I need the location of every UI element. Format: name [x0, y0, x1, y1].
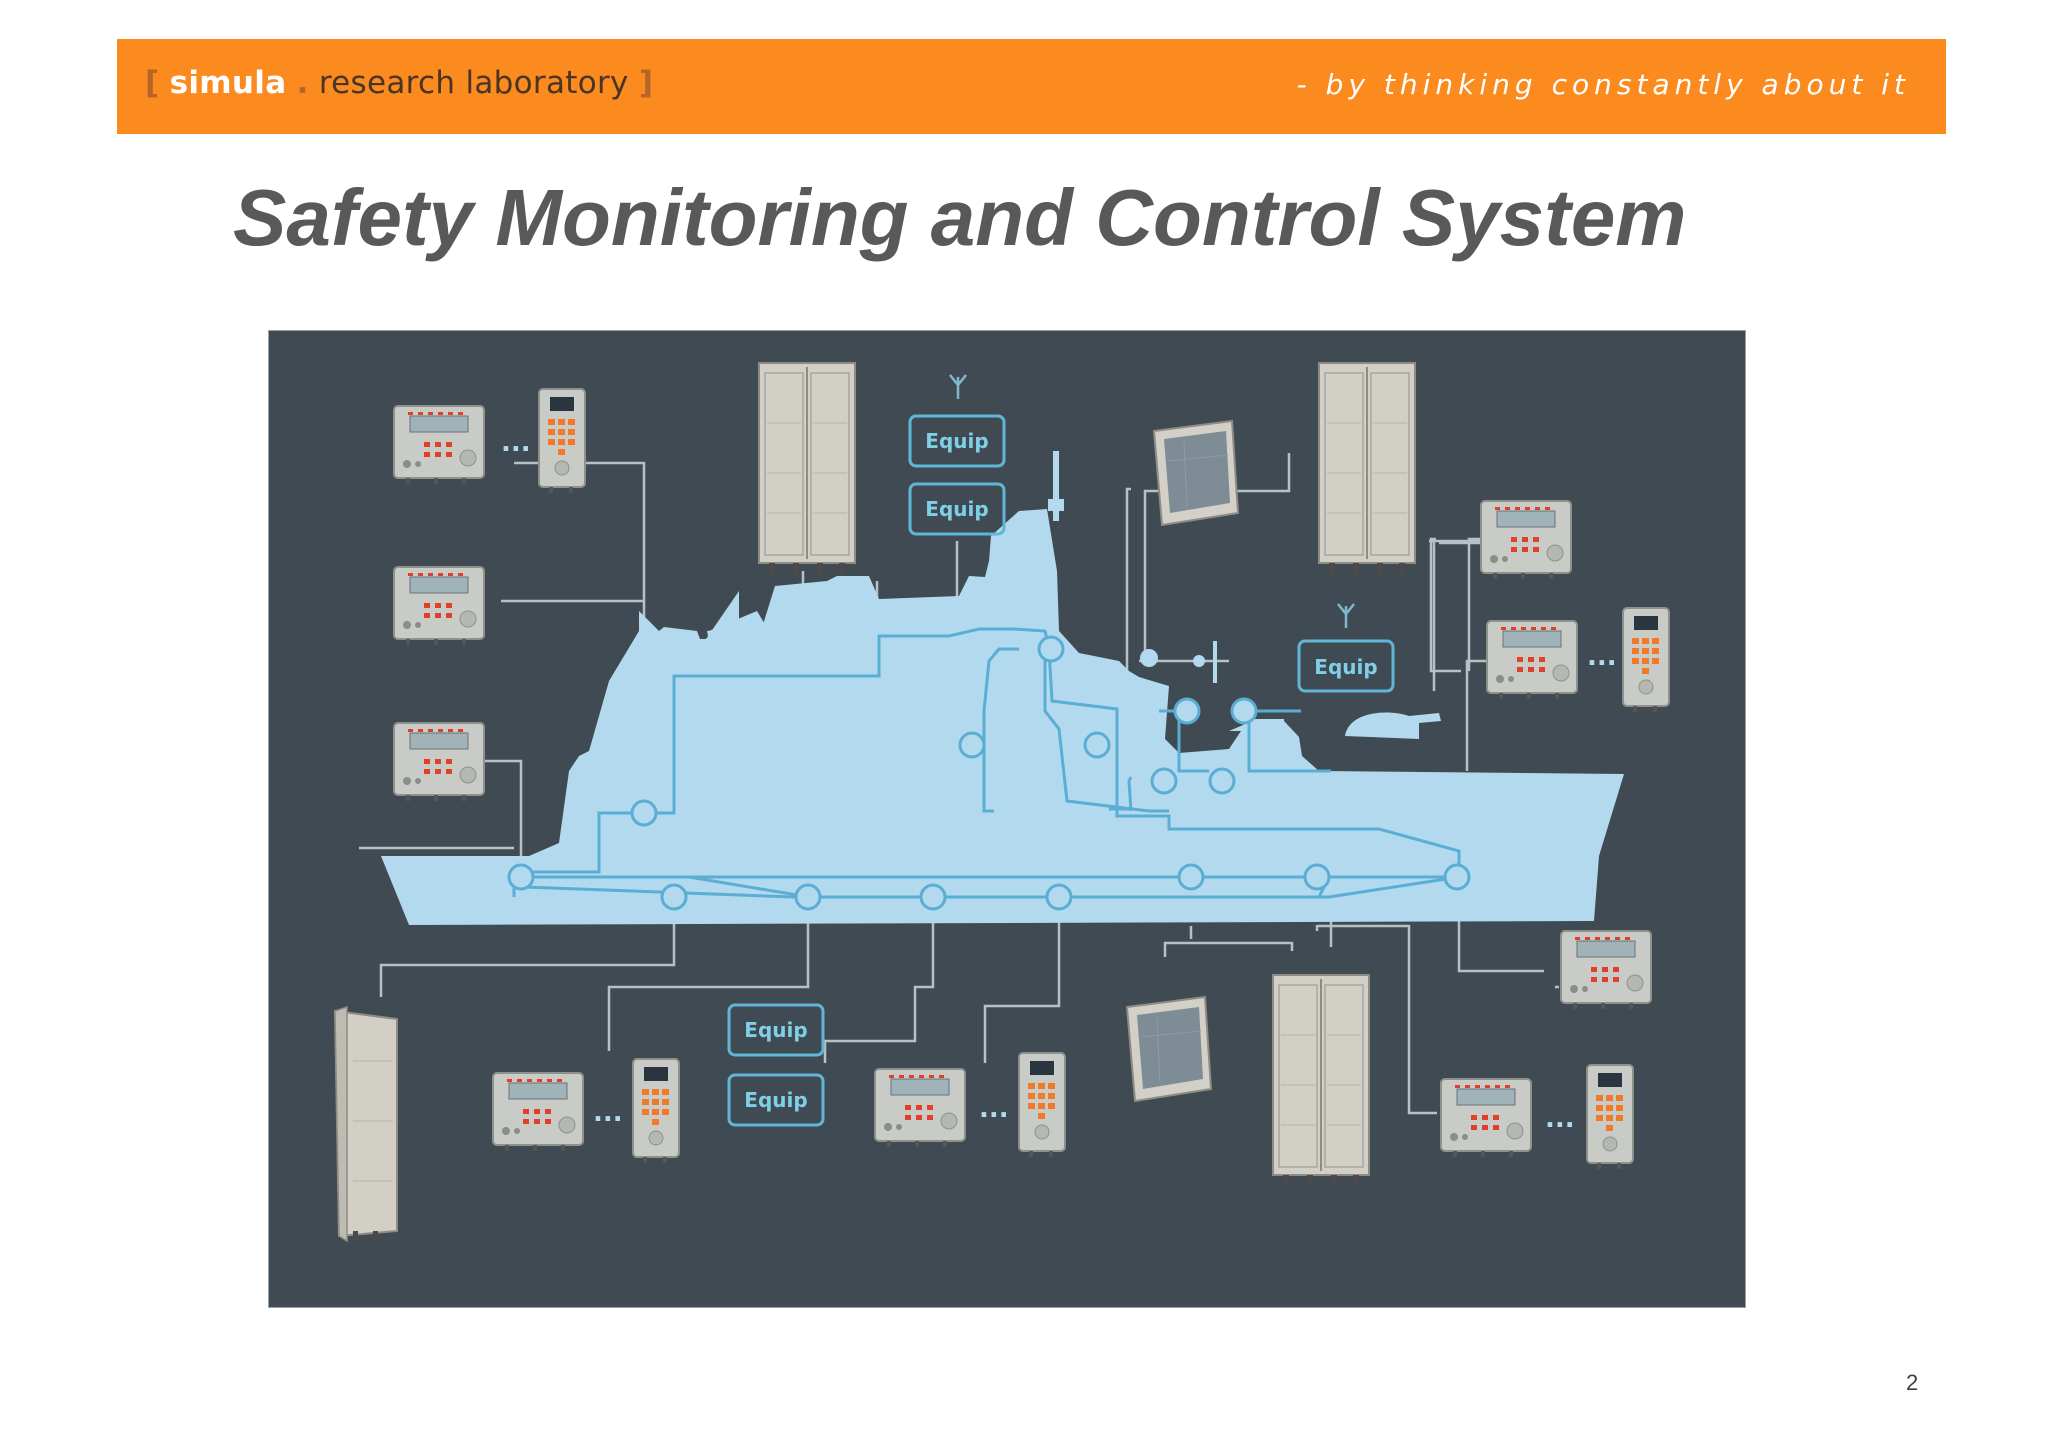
- monitor-icon: [1154, 421, 1238, 525]
- logo-open-bracket: [: [145, 65, 160, 101]
- ship-hull: [381, 509, 1624, 856]
- keypad-unit-icon: [1019, 1053, 1065, 1157]
- cabinet-icon: [1319, 363, 1415, 575]
- monitor-icon: [1127, 997, 1211, 1101]
- ellipsis-label: ...: [979, 1094, 1009, 1124]
- ship-bow: [381, 856, 1599, 925]
- equip-label: Equip: [744, 1088, 808, 1112]
- equip-label: Equip: [744, 1018, 808, 1042]
- ship-network-diagram: [268, 330, 1746, 1308]
- control-panel-icon: [1441, 1079, 1531, 1157]
- antenna-icon: [950, 375, 966, 399]
- control-panel-icon: [394, 567, 484, 645]
- equip-label: Equip: [1314, 655, 1378, 679]
- antenna-icon: [1338, 604, 1354, 628]
- logo-name: simula: [169, 65, 287, 101]
- control-panel-icon: [1487, 621, 1577, 699]
- control-panel-icon: [875, 1069, 965, 1147]
- control-panel-icon: [394, 406, 484, 484]
- header-bar: [117, 39, 1946, 134]
- ellipsis-label: ...: [1587, 642, 1617, 672]
- ellipsis-label: ...: [1545, 1104, 1575, 1134]
- equip-label: Equip: [925, 497, 989, 521]
- keypad-unit-icon: [539, 389, 585, 493]
- control-panel-icon: [1481, 501, 1571, 579]
- slide-title: Safety Monitoring and Control System: [233, 173, 1687, 262]
- ellipsis-label: ...: [593, 1098, 623, 1128]
- control-panel-icon: [1561, 931, 1651, 1009]
- keypad-unit-icon: [1623, 608, 1669, 712]
- equip-label: Equip: [925, 429, 989, 453]
- page-number: 2: [1906, 1370, 1919, 1395]
- ship-gun: [1345, 713, 1441, 739]
- cabinet-open-icon: [335, 1007, 397, 1243]
- cabinet-icon: [1273, 975, 1369, 1187]
- control-panel-icon: [493, 1073, 583, 1151]
- keypad-unit-icon: [1587, 1065, 1633, 1169]
- simula-logo: [145, 65, 653, 101]
- cabinet-icon: [759, 363, 855, 575]
- logo-dot: .: [296, 65, 309, 101]
- tagline: - by thinking constantly about it: [1296, 68, 1910, 101]
- logo-close-bracket: ]: [638, 65, 654, 101]
- control-panel-icon: [394, 723, 484, 801]
- logo-suffix: research laboratory: [318, 65, 629, 101]
- keypad-unit-icon: [633, 1059, 679, 1163]
- ship-forward-mast: [1213, 641, 1217, 683]
- ellipsis-label: ...: [501, 428, 531, 458]
